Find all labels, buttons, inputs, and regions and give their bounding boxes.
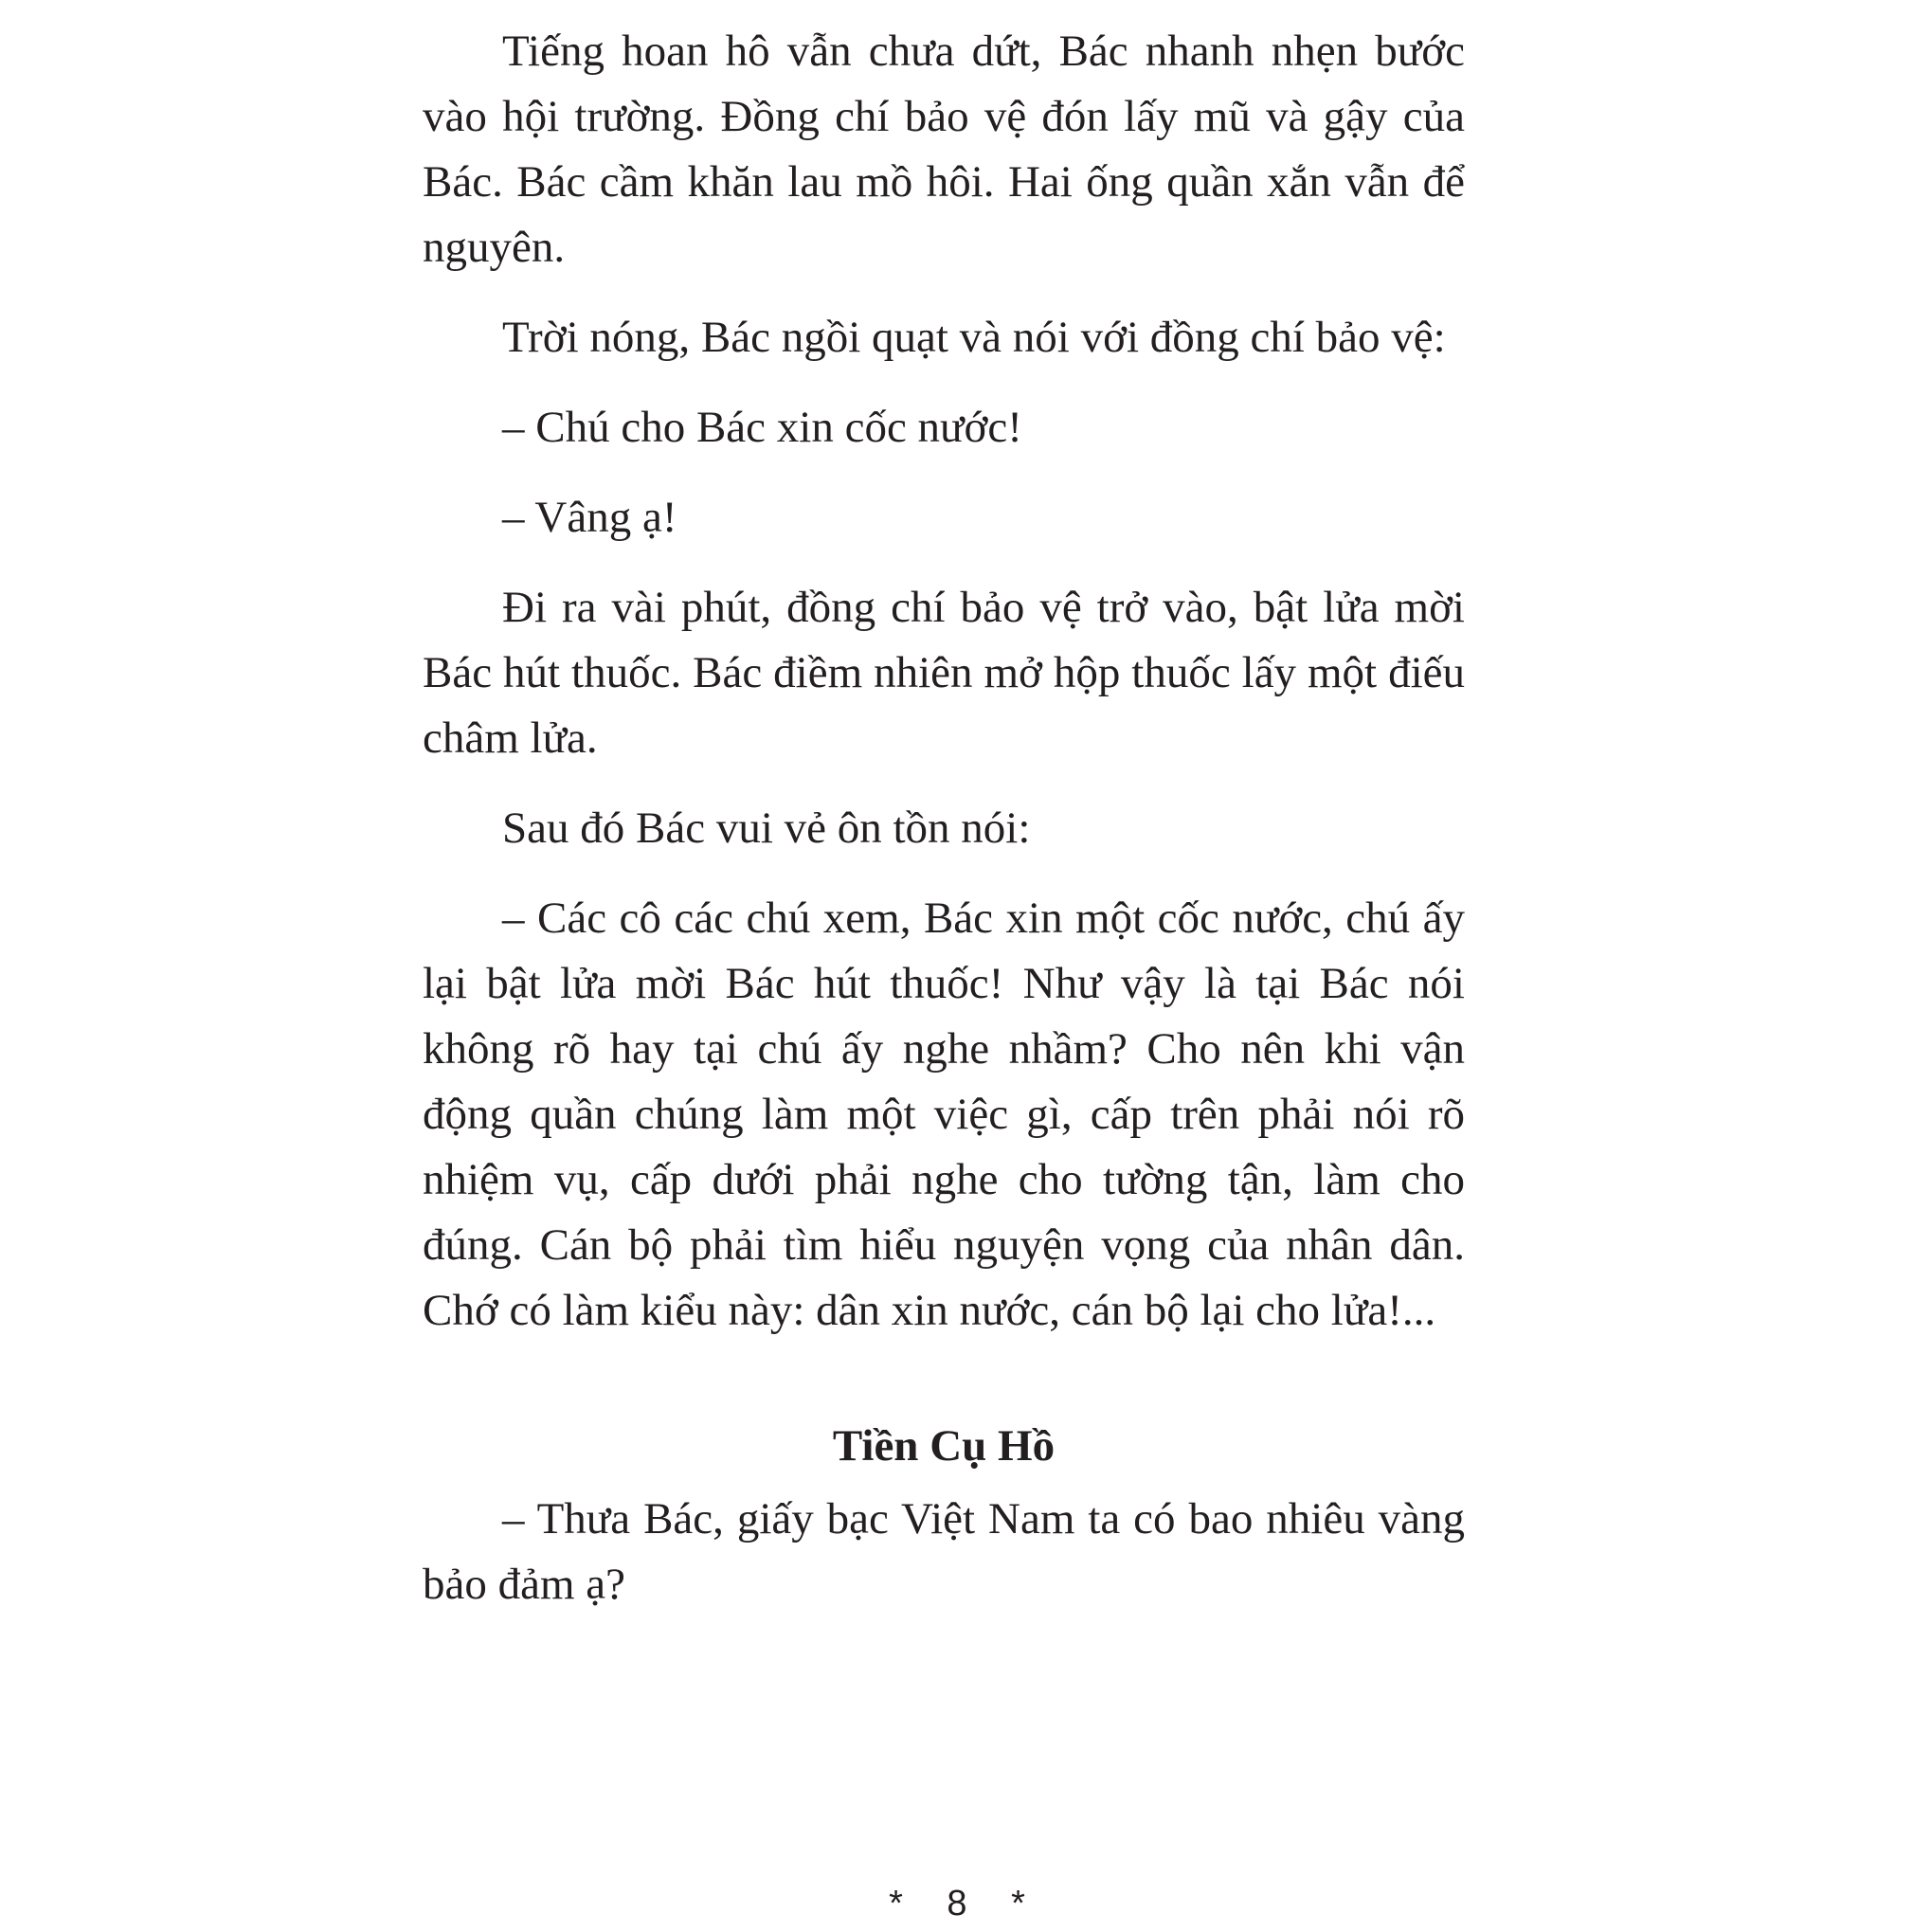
book-page [423, 19, 1465, 1642]
paragraph-7-dialogue: – Các cô các chú xem, Bác xin một cốc nước, chú ấy lại bật lửa mời Bác hút thuốc! Như vậy là tại Bác nói không rõ hay tại chú ấy nghe nhầm? Cho nên khi vận động quần chúng làm một việc gì, cấp trên phải nói rõ nhiệm vụ, cấp dưới phải nghe cho tường tận, làm cho đúng. Cán bộ phải tìm hiểu nguyện vọng của nhân dân. Chớ có làm kiểu này: dân xin nước, cán bộ lại cho lửa!... [423, 894, 1465, 1335]
paragraph-1: Tiếng hoan hô vẫn chưa dứt, Bác nhanh nhẹn bước vào hội trường. Đồng chí bảo vệ đón lấy mũ và gậy của Bác. Bác cầm khăn lau mồ hôi. Hai ống quần xắn vẫn để nguyên. [423, 27, 1465, 272]
paragraph-6: Sau đó Bác vui vẻ ôn tồn nói: [502, 803, 1031, 853]
section-heading: Tiền Cụ Hồ [832, 1421, 1056, 1471]
paragraph-3-dialogue: – Chú cho Bác xin cốc nước! [502, 403, 1022, 452]
paragraph-2: Trời nóng, Bác ngồi quạt và nói với đồng chí bảo vệ: [502, 313, 1446, 362]
section-paragraph-1: – Thưa Bác, giấy bạc Việt Nam ta có bao nhiêu vàng bảo đảm ạ? [423, 1494, 1465, 1609]
page-number: * 8 * [889, 1884, 1042, 1923]
paragraph-4-dialogue: – Vâng ạ! [502, 493, 677, 542]
paragraph-5: Đi ra vài phút, đồng chí bảo vệ trở vào, bật lửa mời Bác hút thuốc. Bác điềm nhiên mở hộp thuốc lấy một điếu châm lửa. [423, 583, 1465, 763]
